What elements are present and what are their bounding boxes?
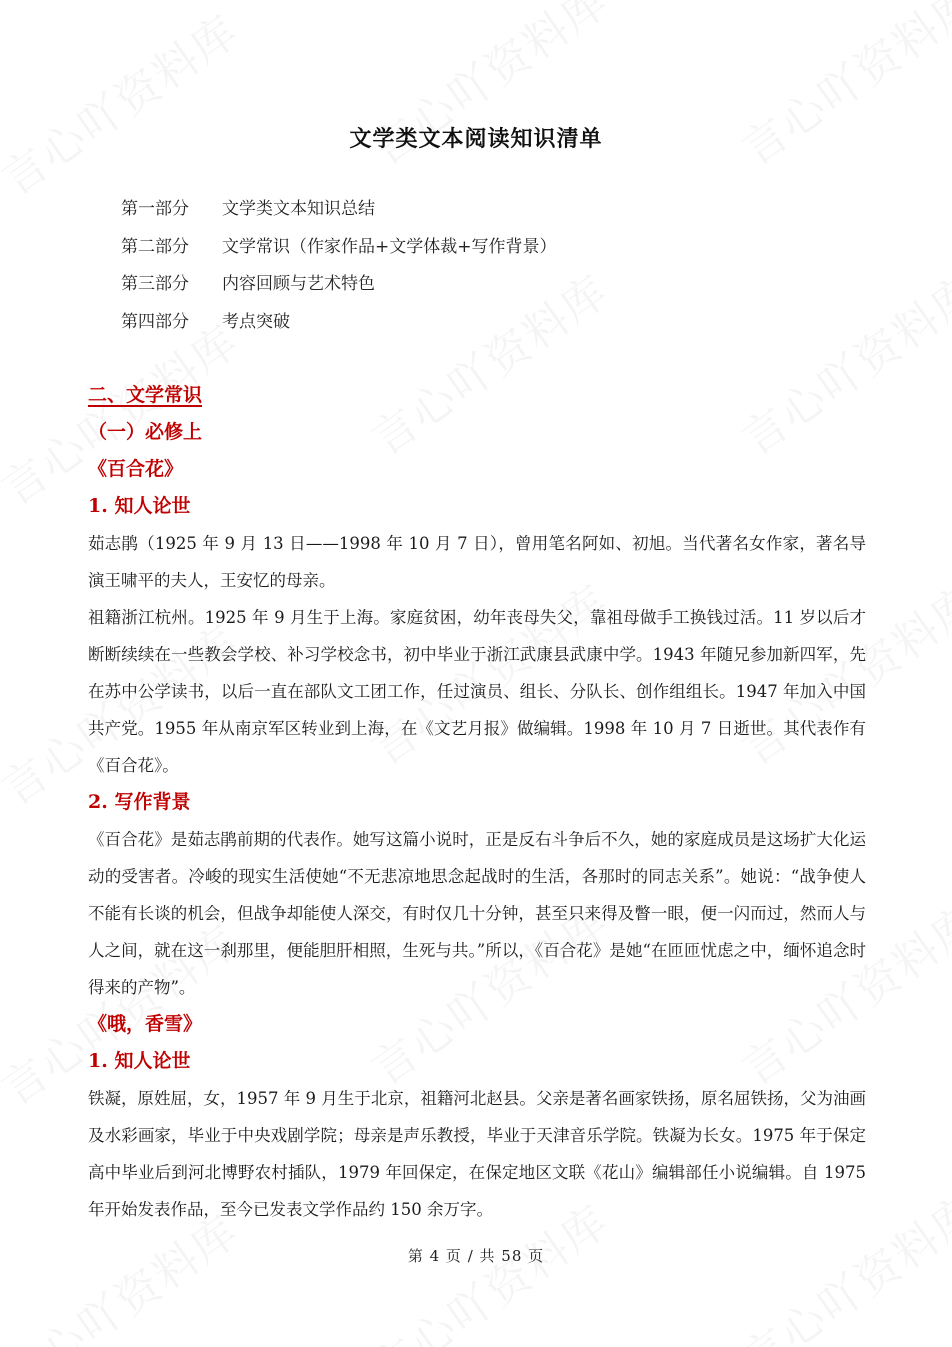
paragraph: 祖籍浙江杭州。1925 年 9 月生于上海。家庭贫困，幼年丧母失父，靠祖母做手工换钱过活。11 岁以后才断断续续在一些教会学校、补习学校念书，初中毕业于浙江武康县武康中学。1943 年随兄参加新四军，先在苏中公学读书，以后一直在部队文工团工作，任过演员、组长、分队长、创作组组长。1947 年加入中国共产党。1955 年从南京军区转业到上海，在《文艺月报》做编辑。1998 年 10 月 7 日逝世。其代表作有《百合花》。 xyxy=(88,608,866,775)
toc-part-number: 第三部分 xyxy=(121,274,189,294)
paragraph: 《百合花》是茹志鹃前期的代表作。她写这篇小说时，正是反右斗争后不久，她的家庭成员是这场扩大化运动的受害者。冷峻的现实生活使她“不无悲凉地思念起战时的生活，各那时的同志关系”。她说：“战争使人不能有长谈的机会，但战争却能使人深交，有时仅几十分钟，甚至只来得及瞥一眼，便一闪而过，然而人与人之间，就在这一刹那里，便能胆肝相照，生死与共。”所以，《百合花》是她“在匝匝忧虑之中，缅怀追念时得来的产物”。 xyxy=(88,830,866,997)
subsection-heading: 1. 知人论世 xyxy=(88,1050,191,1072)
toc-part-label: 文学常识（作家作品+文学体裁+写作背景） xyxy=(222,236,557,257)
paragraph: 茹志鹃（1925 年 9 月 13 日——1998 年 10 月 7 日），曾用笔名阿如、初旭。当代著名女作家，著名导演王啸平的夫人，王安忆的母亲。 xyxy=(88,534,866,590)
toc-part-label: 考点突破 xyxy=(222,311,290,332)
toc-item xyxy=(121,194,557,232)
subsection-heading: 2. 写作背景 xyxy=(88,791,191,813)
toc-part-label: 文学类文本知识总结 xyxy=(222,199,375,219)
toc-part-label: 内容回顾与艺术特色 xyxy=(222,274,375,294)
section-subheading: （一）必修上 xyxy=(88,421,203,443)
work-title: 《哦，香雪》 xyxy=(88,1013,203,1035)
main-content xyxy=(88,377,866,1228)
page-title: 文学类文本阅读知识清单 xyxy=(349,126,603,152)
subsection-heading: 1. 知人论世 xyxy=(88,495,191,517)
page-footer: 第 4 页 / 共 58 页 xyxy=(407,1247,545,1265)
table-of-contents xyxy=(121,194,557,344)
toc-item xyxy=(121,232,557,270)
section-heading: 二、文学常识 xyxy=(88,384,203,406)
toc-part-number: 第二部分 xyxy=(121,236,189,257)
toc-item xyxy=(121,269,557,307)
toc-part-number: 第一部分 xyxy=(121,199,189,219)
toc-part-number: 第四部分 xyxy=(121,311,189,332)
paragraph: 铁凝，原姓屈，女，1957 年 9 月生于北京，祖籍河北赵县。父亲是著名画家铁扬，原名屈铁扬，父为油画及水彩画家，毕业于中央戏剧学院；母亲是声乐教授，毕业于天津音乐学院。铁凝为长女。1975 年于保定高中毕业后到河北博野农村插队，1979 年回保定，在保定地区文联《花山》编辑部任小说编辑。自 1975 年开始发表作品，至今已发表文学作品约 150 余万字。 xyxy=(88,1089,866,1219)
work-title: 《百合花》 xyxy=(88,458,184,480)
toc-item xyxy=(121,307,557,345)
